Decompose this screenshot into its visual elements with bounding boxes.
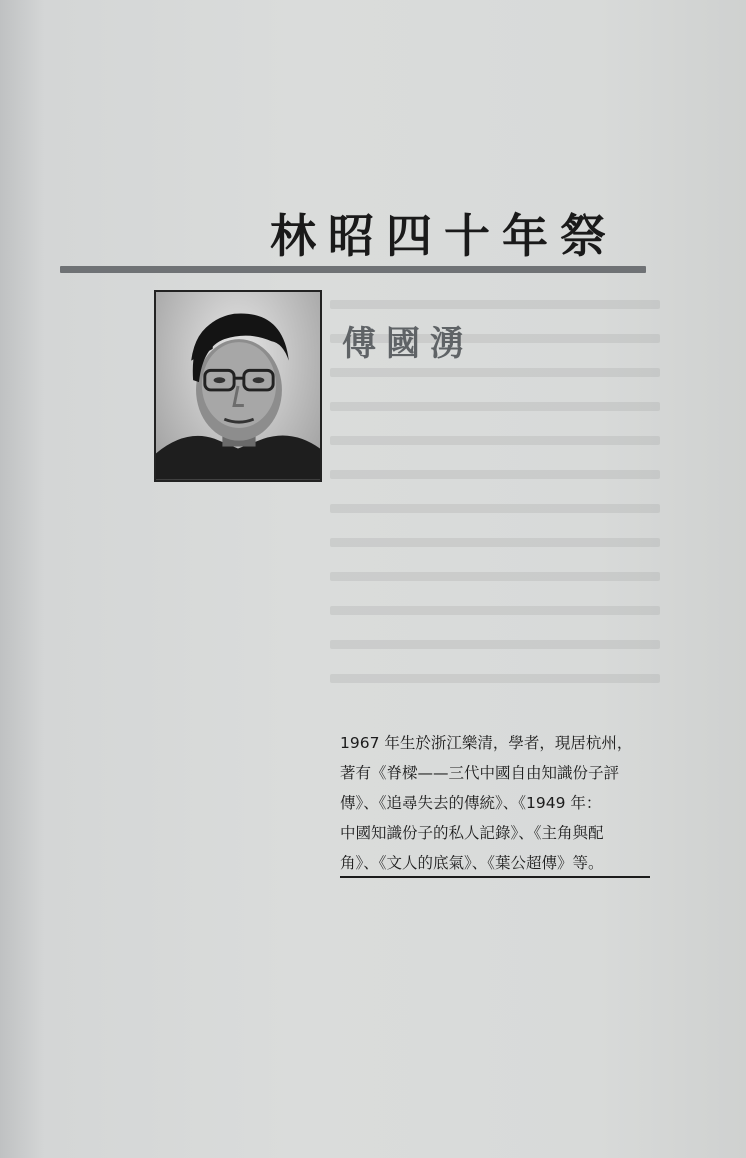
bio-line: 著有《脊樑——三代中國自由知識份子評 bbox=[340, 764, 620, 782]
bio-line: 中國知識份子的私人記錄》、《主角與配 bbox=[340, 824, 604, 842]
bio-line: 傳》、《追尋失去的傳統》、《1949 年： bbox=[340, 794, 602, 812]
reverse-bleed-through bbox=[330, 300, 660, 1060]
article-title: 林昭四十年祭 bbox=[270, 209, 618, 263]
bio-line: 1967 年生於浙江樂清，學者，現居杭州， bbox=[340, 734, 633, 752]
author-bio bbox=[340, 728, 654, 878]
author-photo bbox=[154, 290, 322, 482]
bio-underline bbox=[340, 876, 650, 878]
bio-line: 角》、《文人的底氣》、《葉公超傳》等。 bbox=[340, 854, 604, 872]
title-divider bbox=[60, 266, 646, 273]
author-name: 傅國湧 bbox=[342, 324, 474, 364]
